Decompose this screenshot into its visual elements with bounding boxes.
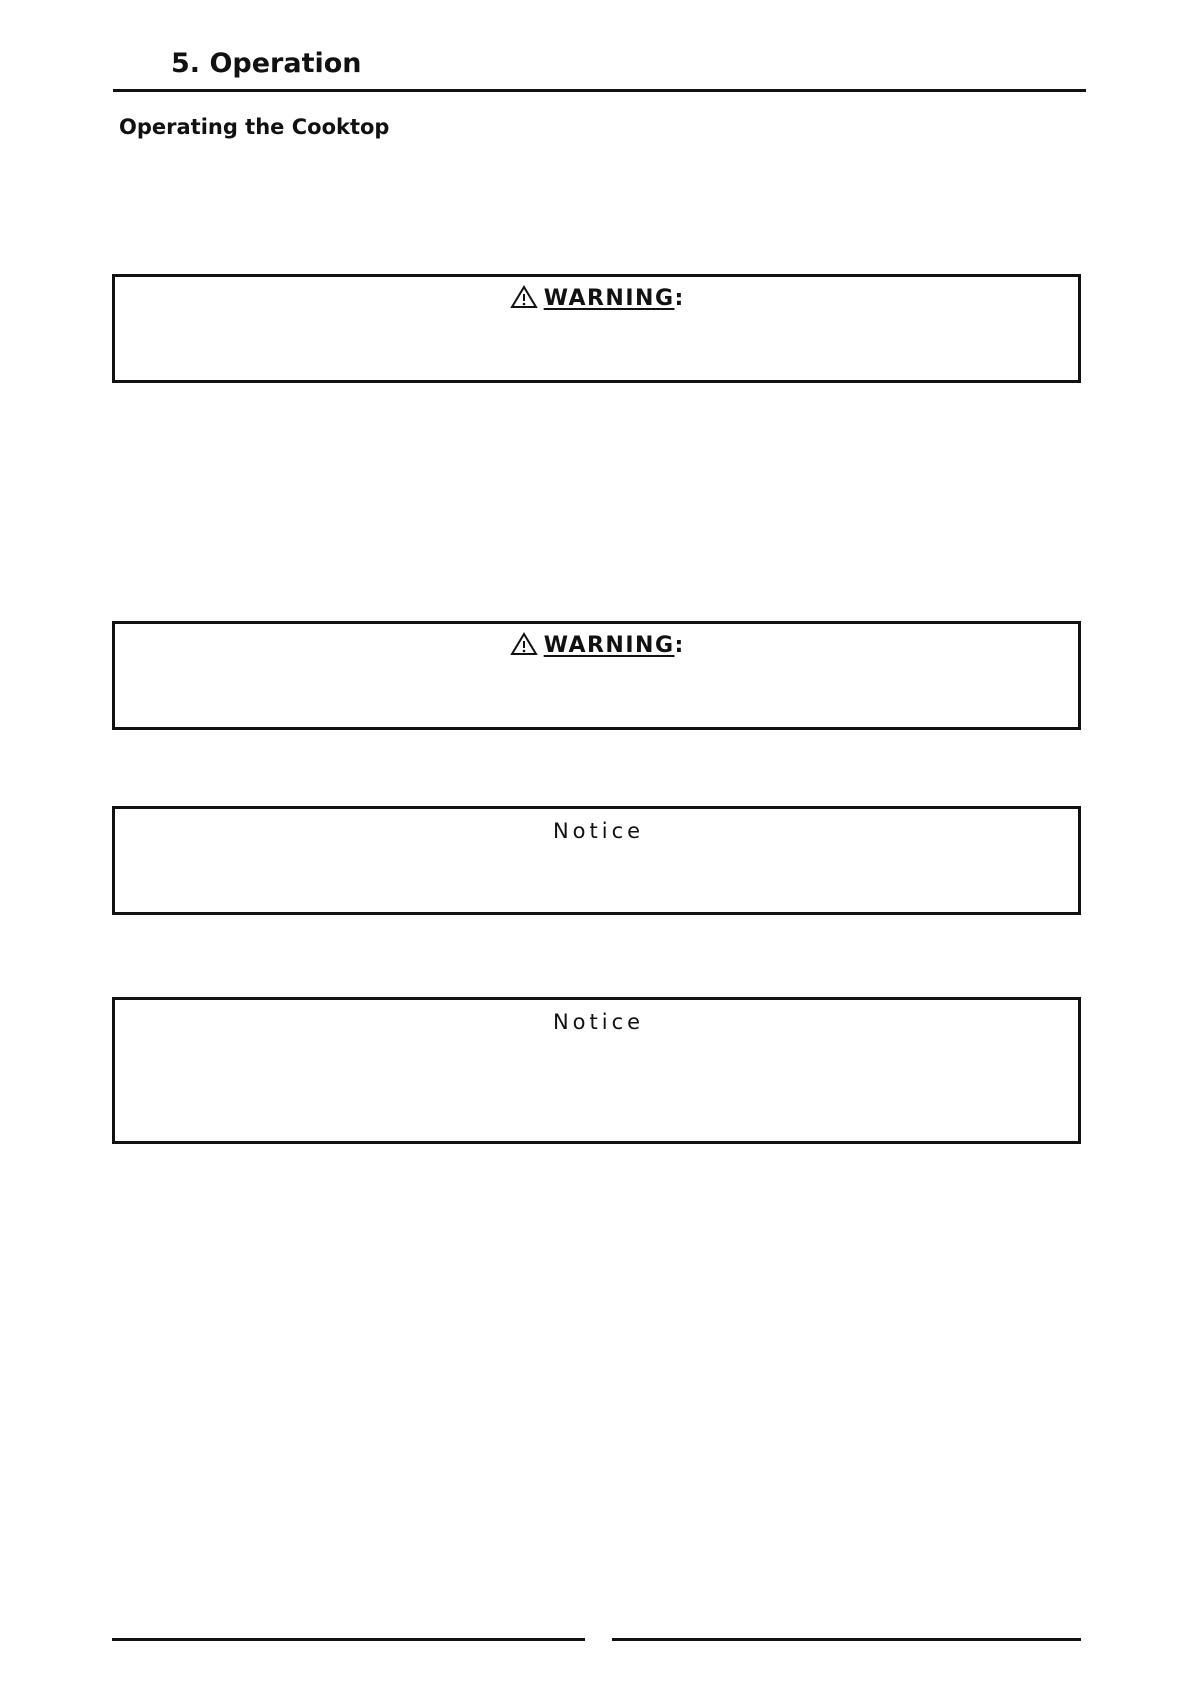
warning-colon: : [674, 286, 684, 311]
warning-title [115, 285, 1078, 316]
warning-triangle-icon [510, 632, 538, 663]
notice-title: Notice [552, 1010, 645, 1034]
notice-title: Notice [552, 819, 645, 843]
warning-box [112, 274, 1081, 383]
warning-triangle-icon [510, 285, 538, 316]
warning-title [115, 632, 1078, 663]
section-heading: 5. Operation [171, 48, 362, 79]
warning-colon: : [674, 633, 684, 658]
notice-box [112, 806, 1081, 915]
warning-label: WARNING [543, 286, 675, 311]
notice-box [112, 997, 1081, 1144]
footer-rule-left [112, 1638, 585, 1641]
footer-rule-right [612, 1638, 1081, 1641]
header-rule [113, 89, 1086, 92]
warning-box [112, 621, 1081, 730]
warning-label: WARNING [543, 633, 675, 658]
sub-heading: Operating the Cooktop [119, 115, 390, 139]
